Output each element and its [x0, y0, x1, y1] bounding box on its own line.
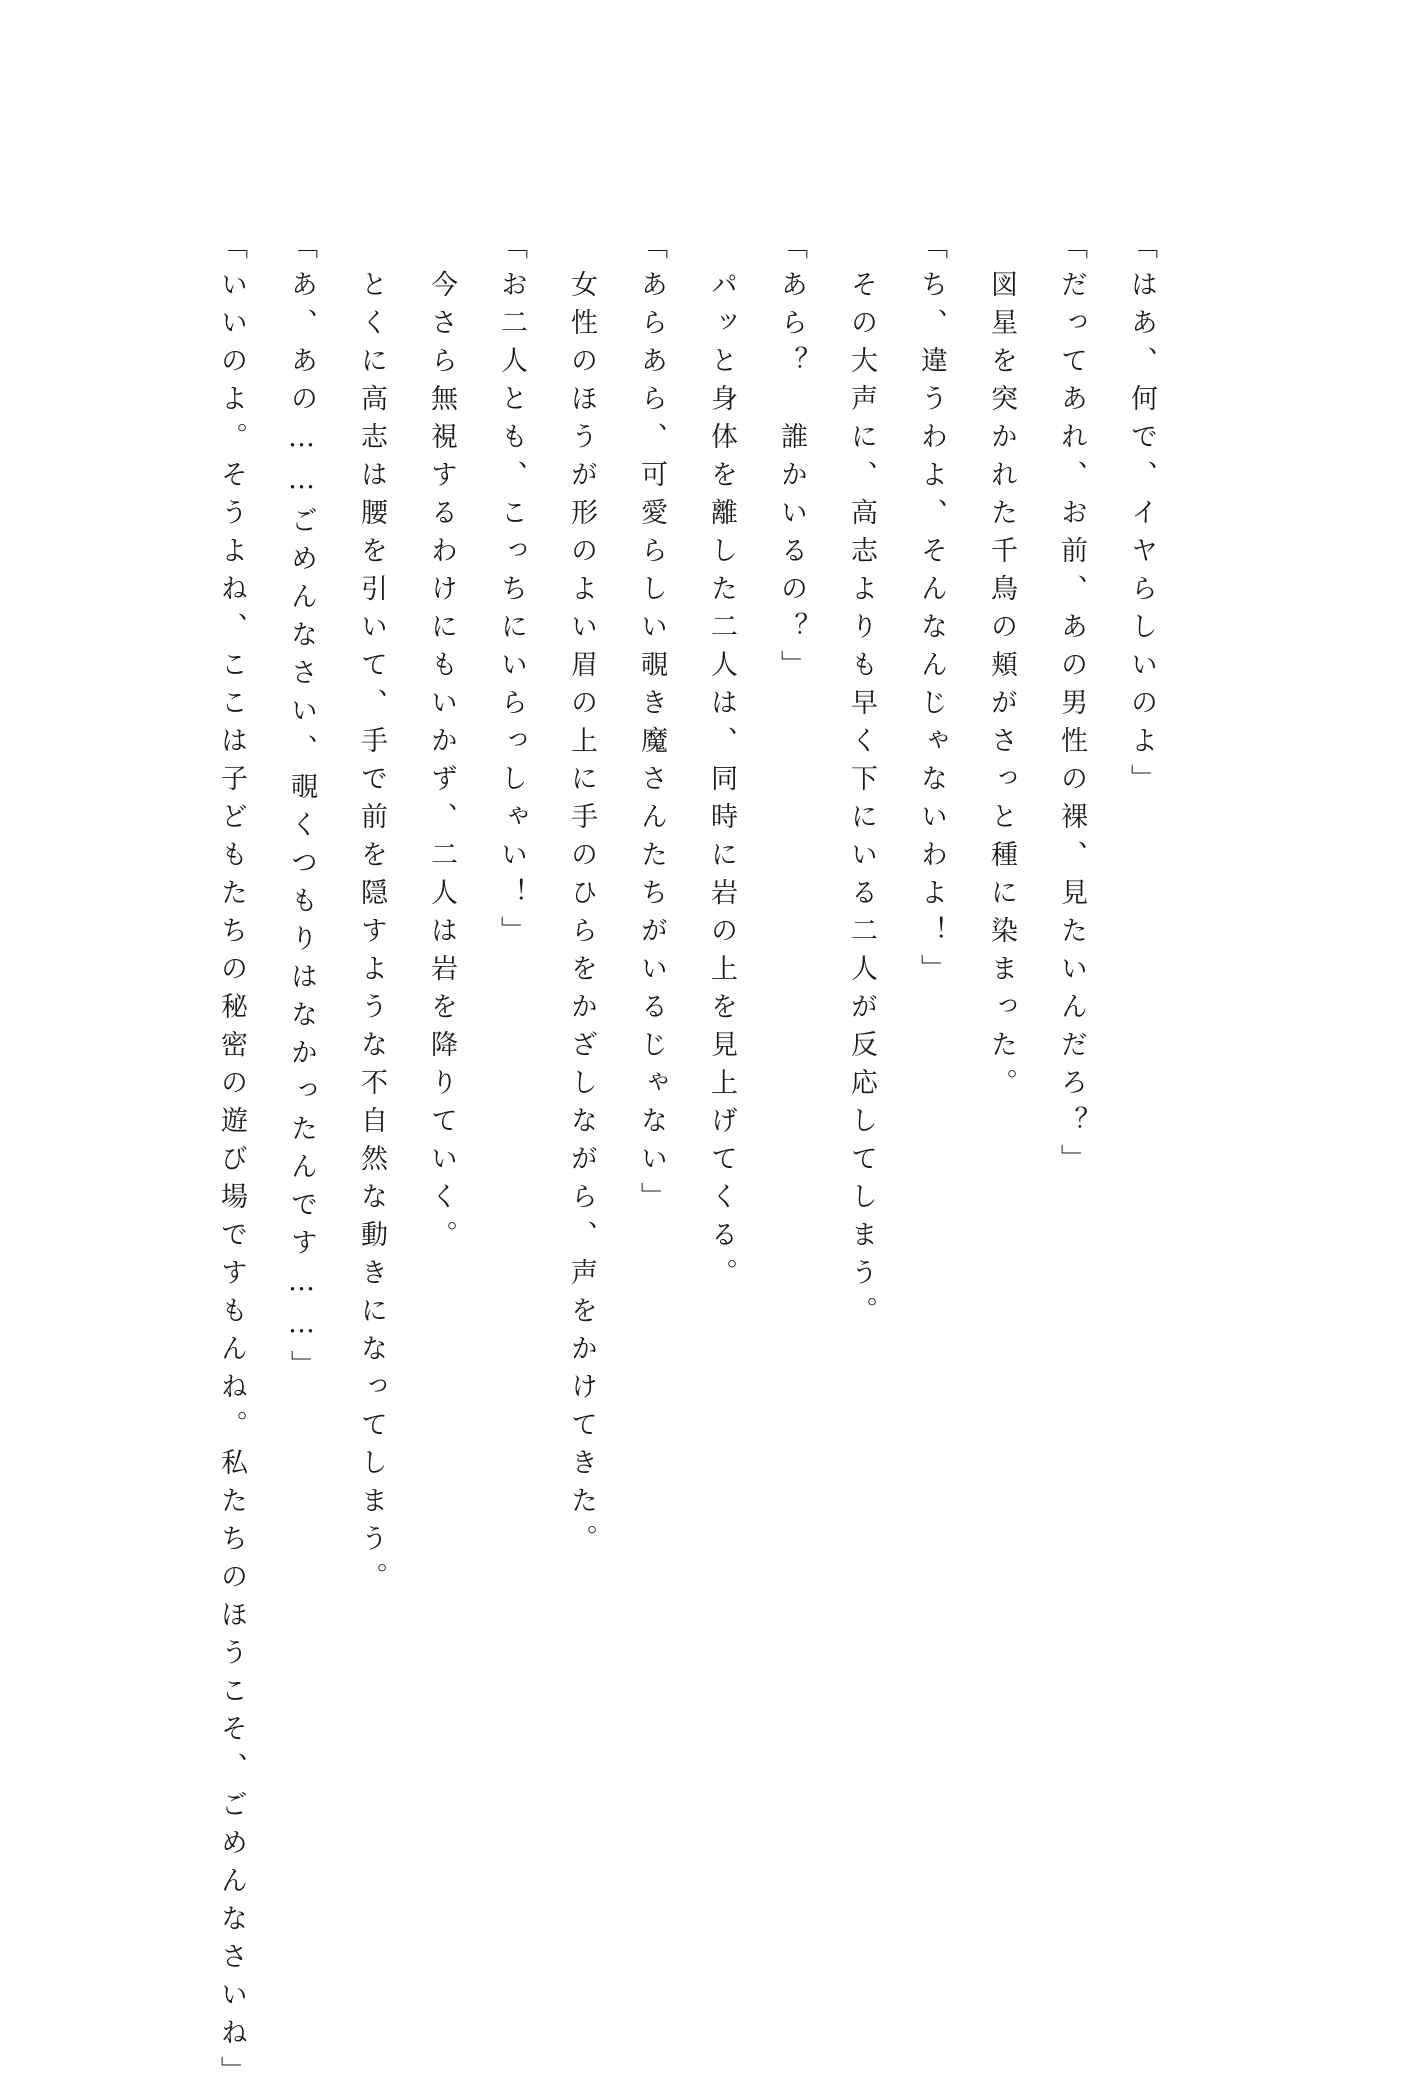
text-line-3: 図星を突かれた千鳥の頬がさっと種に染まった。 [986, 232, 1017, 1106]
text-line-7: パッと身体を離した二人は、同時に岩の上を見上げてくる。 [706, 232, 737, 1296]
text-line-4: 「ち、違うわよ、そんなんじゃないわよ！」 [916, 232, 947, 992]
text-line-9: 女性のほうが形のよい眉の上に手のひらをかざしながら、声をかけてきた。 [566, 232, 597, 1562]
text-line-12: とくに高志は腰を引いて、手で前を隠すような不自然な動きになってしまう。 [356, 232, 387, 1600]
text-line-1: 「はあ、何で、イヤらしいのよ」 [1126, 232, 1157, 802]
text-line-8: 「あらあら、可愛らしい覗き魔さんたちがいるじゃない」 [636, 232, 667, 1220]
text-line-13: 「あ、あの……ごめんなさい、覗くつもりはなかったんです……」 [286, 232, 317, 1388]
text-line-10: 「お二人とも、こっちにいらっしゃい！」 [496, 232, 527, 954]
text-line-5: その大声に、高志よりも早く下にいる二人が反応してしまう。 [846, 232, 877, 1334]
text-line-11: 今さら無視するわけにもいかず、二人は岩を降りていく。 [426, 232, 457, 1258]
vertical-text-body [196, 232, 1176, 2094]
text-line-14: 「いいのよ。そうよね、ここは子どもたちの秘密の遊び場ですもんね。私たちのほうこそ、ごめんなさいね」 [216, 232, 247, 2094]
text-line-6: 「あら？ 誰かいるの？」 [776, 232, 807, 688]
text-line-2: 「だってあれ、お前、あの男性の裸、見たいんだろ？」 [1056, 232, 1087, 1182]
